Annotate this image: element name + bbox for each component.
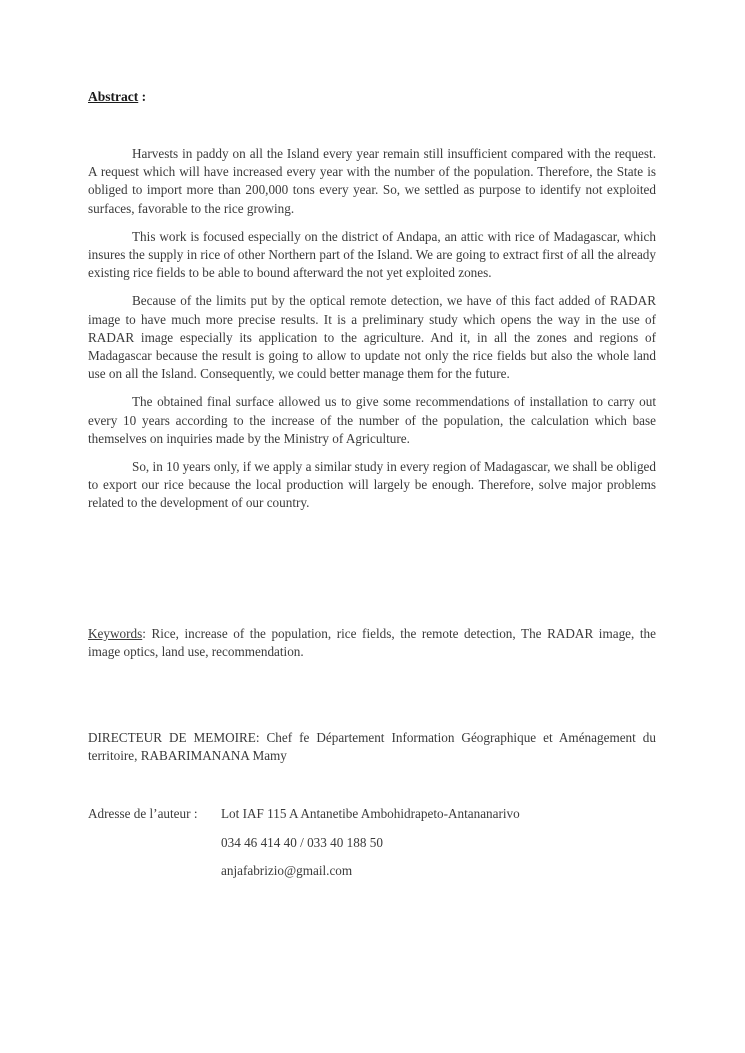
email-row [88, 862, 656, 891]
thesis-director: DIRECTEUR DE MEMOIRE: Chef fe Département Information Géographique et Aménagement du territoire, RABARIMANANA Mamy [88, 730, 656, 764]
abstract-heading-label: Abstract [88, 89, 139, 104]
address-email: anjafabrizio@gmail.com [221, 863, 353, 878]
address-label: Adresse de l’auteur : [88, 806, 198, 821]
keywords [88, 625, 656, 661]
address-row [88, 805, 656, 834]
abstract-paragraph-1: Harvests in paddy on all the Island every year remain still insufficient compared with the request. A request which will have increased every year with the number of the population. Therefore, the State is obliged to import more than 200,000 tons every year. So, we settled as purpose to identify not exploited surfaces, favorable to the rice growing. [88, 146, 656, 216]
abstract-paragraph-3: Because of the limits put by the optical remote detection, we have of this fact added of RADAR image to have much more precise results. It is a preliminary study which opens the way in the use of RADAR image especially its application to the agriculture. And it, in all the zones and regions of Madagascar because the result is going to allow to update not only the rice fields but also the whole land use on all the Island. Consequently, we could better manage them for the future. [88, 293, 656, 382]
abstract-paragraph-2: This work is focused especially on the district of Andapa, an attic with rice of Madagascar, which insures the supply in rice of other Northern part of the Island. We are going to extract first of all the already existing rice fields to be able to bound afterward the not yet exploited zones. [88, 228, 656, 281]
abstract-heading-colon: : [138, 89, 147, 104]
keywords-text: : Rice, increase of the population, rice fields, the remote detection, The RADAR image, the image optics, land use, recommendation. [88, 626, 656, 660]
address-phone: 034 46 414 40 / 033 40 188 50 [221, 834, 383, 850]
author-address [88, 805, 656, 891]
abstract-paragraph-5: So, in 10 years only, if we apply a similar study in every region of Madagascar, we shall be obliged to export our rice because the local production will largely be enough. Therefore, solve major problems related to the development of our country. [88, 459, 656, 511]
phone-row [88, 834, 656, 863]
abstract-paragraph-4: The obtained final surface allowed us to give some recommendations of installation to carry out every 10 years according to the increase of the number of the population, the calculation which base themselves on inquiries made by the Ministry of Agriculture. [88, 394, 656, 446]
address-street: Lot IAF 115 A Antanetibe Ambohidrapeto-Antananarivo [221, 806, 520, 821]
abstract-body [88, 145, 656, 523]
abstract-heading [88, 88, 146, 106]
keywords-label: Keywords [88, 626, 143, 641]
